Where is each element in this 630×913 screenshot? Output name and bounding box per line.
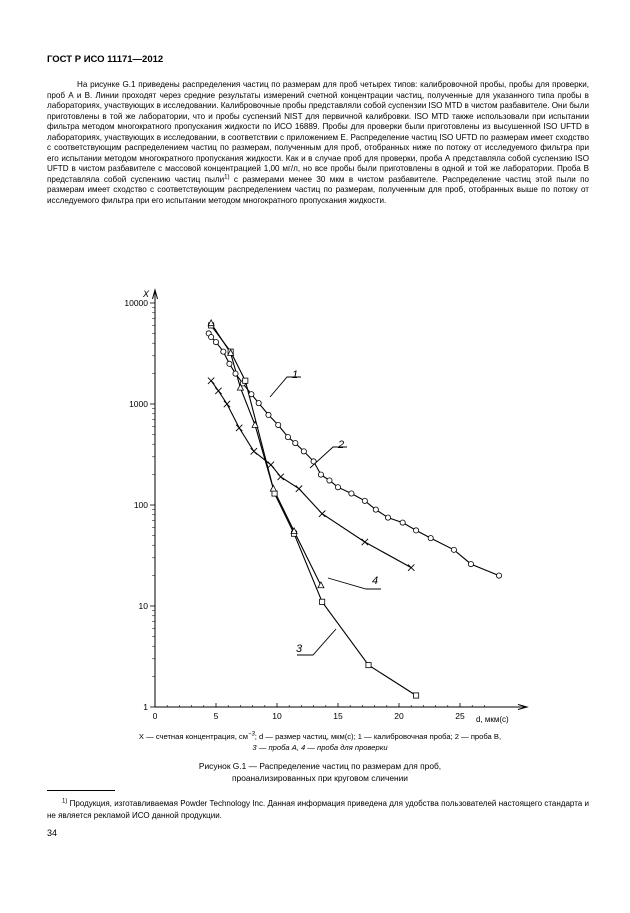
curve-label: 2: [338, 439, 345, 451]
marker-circle: [385, 515, 390, 520]
marker-circle: [468, 561, 473, 566]
chart-curve-labels: [270, 369, 381, 655]
marker-cross: [319, 511, 325, 517]
marker-circle: [266, 412, 271, 417]
curve-label: 1: [292, 369, 299, 381]
marker-circle: [413, 528, 418, 533]
marker-square: [320, 599, 325, 604]
marker-cross: [362, 539, 368, 545]
figure-caption-line-2: проанализированных при круговом сличении: [232, 773, 408, 783]
x-tick-label: 15: [333, 711, 343, 721]
x-tick-label: 25: [455, 711, 465, 721]
marker-circle: [276, 422, 281, 427]
figure-caption-line-1: Рисунок G.1 — Распределение частиц по размерам для проб,: [198, 761, 442, 771]
marker-circle: [213, 340, 218, 345]
marker-circle: [451, 547, 456, 552]
marker-triangle: [318, 582, 324, 588]
marker-circle: [335, 485, 340, 490]
footnote-divider: [47, 790, 115, 791]
marker-cross: [208, 378, 214, 384]
y-tick-label: 10000: [124, 298, 148, 308]
marker-cross: [268, 462, 274, 468]
y-tick-label: 10: [138, 601, 148, 611]
x-axis-label: d, мкм(с): [476, 715, 509, 724]
marker-circle: [233, 371, 238, 376]
chart-curves: [209, 323, 499, 695]
marker-square: [243, 378, 248, 383]
paragraph-text-1: На рисунке G.1 приведены распределения частиц по размерам для проб четырех типов: калибровочной пробы, пробы для проверки, проб А и В. Линии проходят через средние результаты измерений счетной концентрации частиц, полученные для указанного типа пробы в лабораториях, участвующих в исследовании. Калибровочные пробы представляли собой суспензии ISO MTD в чистом разбавителе. Они были приготовлены в той же лаборатории, что и пробы суспензий NIST для первичной калибровки. ISO MTD также использовали при испытании фильтра методом многократного пропускания жидкости по ИСО 16889. Пробы для проверки были приготовлены из высушенной ISO UFTD в лабораториях, участвующих в исследовании, в соответствии с приложением Е. Распределение частиц ISO UFTD по размерам имеет сходство с соответствующим распределением частиц по размерам, полученным для проб, отобранных ниже по потоку от исследуемого фильтра при его испытании методом многократного пропускания жидкости. Как и в случае проб для проверки, проба А представляла собой суспензию ISO UFTD в чистом разбавителе с массовой концентрацией 1,00 мг/л, но все пробы были приготовлены в одной и той же лаборатории. Проба В представляла собой суспензию частиц пыли: [47, 80, 589, 184]
x-tick-label: 0: [152, 711, 158, 721]
figure-legend-line-2: 3 — проба А, 4 — проба для проверки: [252, 743, 388, 752]
marker-circle: [293, 441, 298, 446]
page-number: 34: [47, 828, 58, 838]
marker-circle: [318, 472, 323, 477]
marker-cross: [408, 564, 414, 570]
x-tick-label: 10: [272, 711, 282, 721]
figure-legend: [80, 731, 560, 753]
marker-cross: [277, 474, 283, 480]
marker-cross: [236, 425, 242, 431]
marker-cross: [296, 486, 302, 492]
marker-circle: [285, 435, 290, 440]
x-tick-label: 5: [213, 711, 219, 721]
marker-circle: [249, 392, 254, 397]
y-axis-label: X: [143, 289, 150, 299]
figure-legend-line-1: X — счетная концентрация, $см^{-3}$; d — размер частиц, мкм(с); 1 — калибровочная проба; 2 — проба В,: [138, 731, 502, 741]
curve-label: 4: [372, 575, 379, 587]
chart-axes: [153, 290, 528, 710]
chart-ticks: [124, 298, 484, 721]
marker-circle: [349, 491, 354, 496]
curve-2: [211, 381, 411, 568]
marker-cross: [251, 448, 257, 454]
marker-circle: [221, 349, 226, 354]
marker-circle: [301, 449, 306, 454]
marker-square: [272, 491, 277, 496]
curve-label: 3: [296, 643, 303, 655]
marker-cross: [215, 388, 221, 394]
footnote: [47, 798, 589, 821]
marker-circle: [256, 401, 261, 406]
marker-circle: [428, 536, 433, 541]
x-tick-label: 20: [394, 711, 404, 721]
marker-square: [413, 693, 418, 698]
footnote-mark: 1): [62, 798, 68, 805]
curve-1: [209, 333, 499, 575]
marker-circle: [209, 334, 214, 339]
marker-circle: [373, 507, 378, 512]
marker-square: [366, 662, 371, 667]
marker-triangle: [270, 485, 276, 491]
y-tick-label: 1: [143, 702, 148, 712]
marker-circle: [496, 573, 501, 578]
y-tick-label: 1000: [129, 399, 148, 409]
marker-circle: [400, 520, 405, 525]
marker-cross: [224, 401, 230, 407]
paragraph-text-2: с размерами менее 30 мкм в чистом разбавителе. Распределение частиц этой пыли по размерам имеет сходство с соответствующим распределением частиц по размерам, полученным для проб, отобранных выше по потоку от исследуемого фильтра при его испытании методом многократного пропускания жидкости.: [47, 174, 590, 206]
figure-caption: [80, 760, 560, 784]
curve-leader-line: [297, 629, 336, 655]
marker-circle: [227, 361, 232, 366]
footnote-text: Продукция, изготавливаемая Powder Technology Inc. Данная информация приведена для удобства пользователей настоящего стандарта и не является рекламой ИСО данной продукции.: [47, 799, 589, 820]
chart-markers: [206, 320, 502, 698]
document-header: ГОСТ Р ИСО 11171—2012: [47, 54, 164, 65]
footnote-ref: 1): [224, 174, 230, 181]
marker-circle: [362, 498, 367, 503]
y-tick-label: 100: [133, 500, 148, 510]
marker-circle: [327, 478, 332, 483]
